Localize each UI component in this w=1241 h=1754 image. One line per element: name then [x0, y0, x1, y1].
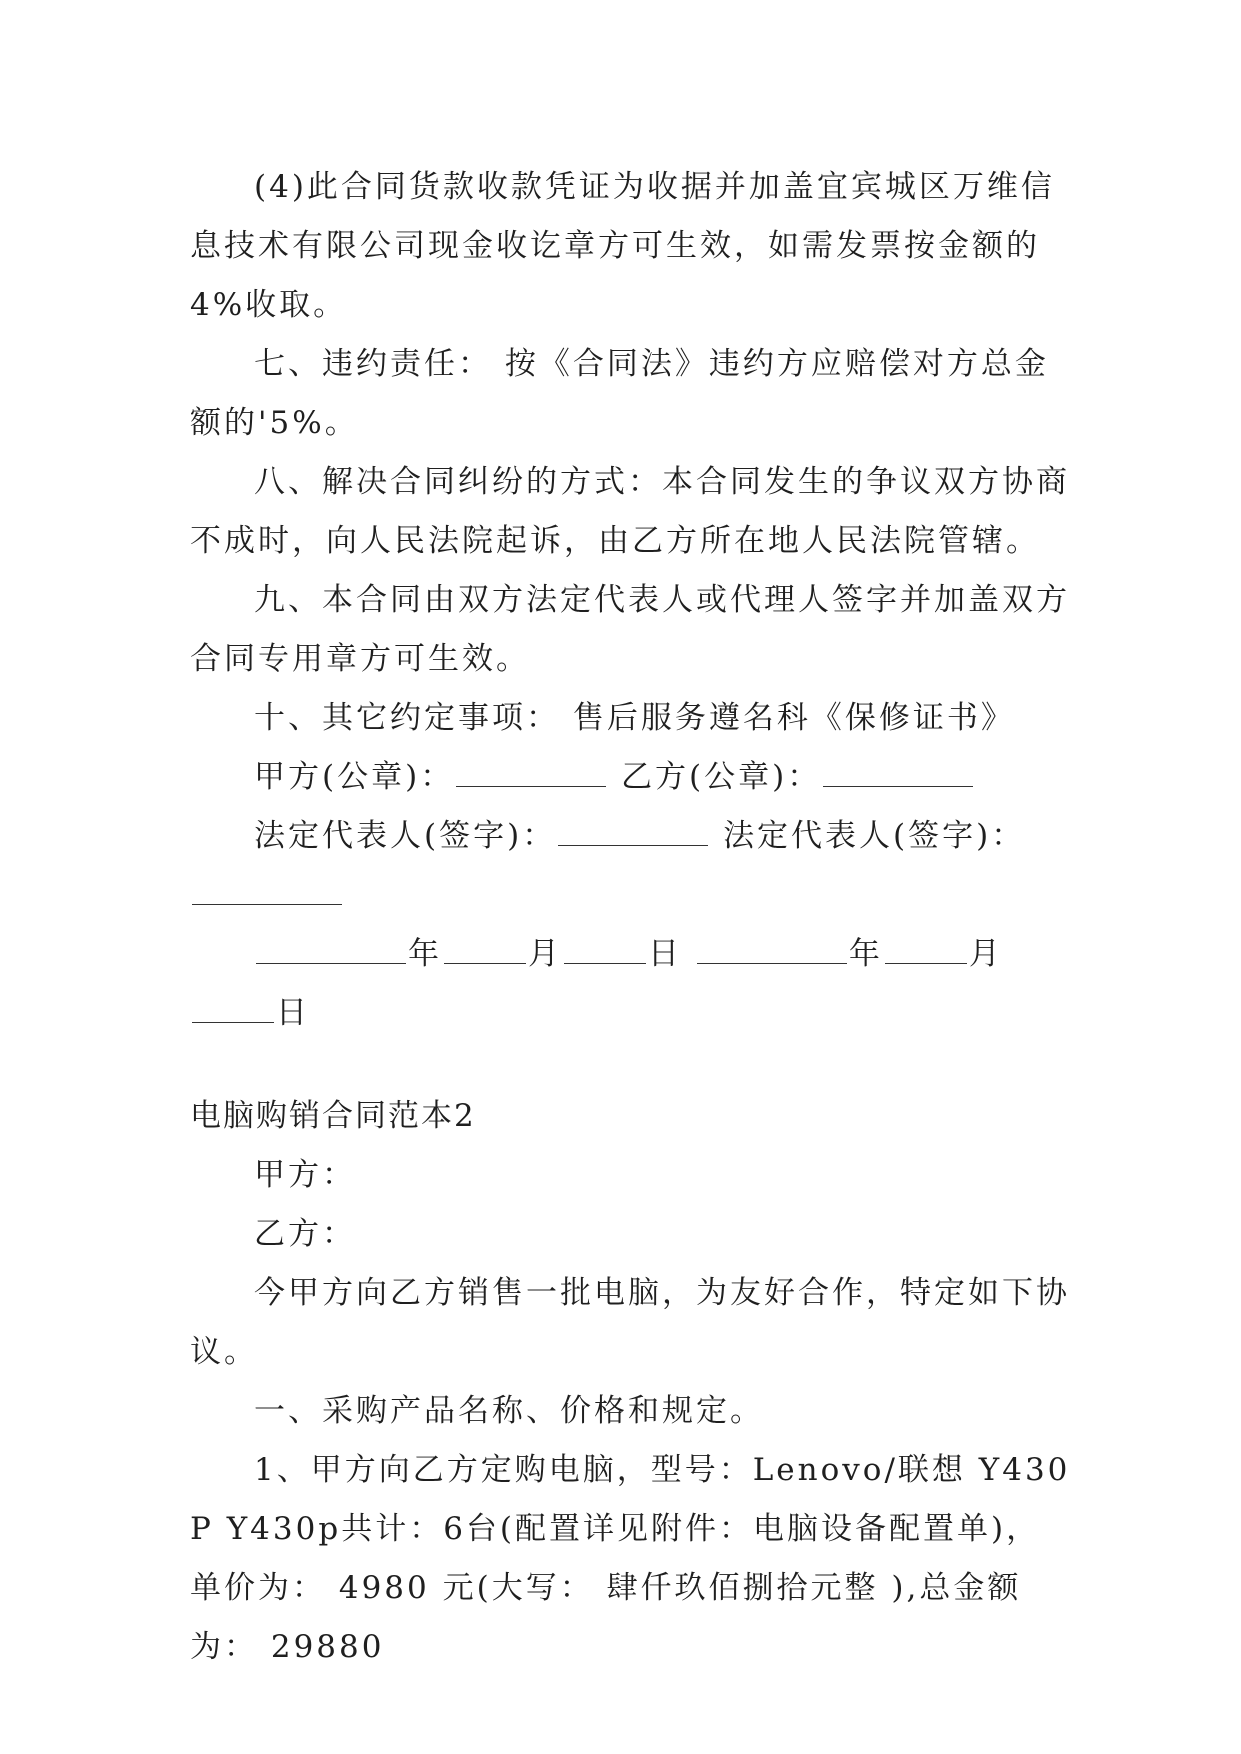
- date-b-month-label: 月: [968, 936, 1003, 972]
- section-title: 电脑购销合同范本2: [190, 1098, 476, 1134]
- paragraph-payment-voucher: (4)此合同货款收款凭证为收据并加盖宜宾城区万维信息技术有限公司现金收讫章方可生效，如需发票按金额的4%收取。: [190, 169, 1055, 323]
- party-b-seal-blank[interactable]: [823, 756, 973, 787]
- date-a-year-label: 年: [408, 936, 442, 972]
- date-a-month-blank[interactable]: [444, 933, 526, 964]
- date-b-month-blank[interactable]: [885, 933, 967, 964]
- party-a-seal-blank[interactable]: [456, 756, 606, 787]
- party-b-seal-label: 乙方(公章)：: [621, 759, 822, 795]
- date-b-year-label: 年: [848, 936, 883, 972]
- clause1-item1: 1、甲方向乙方定购电脑，型号：Lenovo/联想 Y430P Y430p共计：6台(配置详见附件：电脑设备配置单)，单价为： 4980 元(大写： 肆仟玖佰捌拾元整 ),总金额为： 29880: [190, 1452, 1071, 1665]
- party-a-seal-label: 甲方(公章)：: [254, 759, 455, 795]
- section-spacer: [190, 1043, 1072, 1087]
- paragraph-breach-liability: 七、违约责任： 按《合同法》违约方应赔偿对方总金额的'5%。: [190, 346, 1049, 441]
- seal-line: [190, 748, 1072, 807]
- date-a-year-blank[interactable]: [256, 933, 406, 964]
- date-a-day-label: 日: [648, 936, 682, 972]
- party-a-label: 甲方：: [254, 1157, 356, 1193]
- representative-line: [190, 807, 1072, 866]
- party-b-rep-blank-line: [190, 866, 1072, 925]
- date-b-day-blank[interactable]: [192, 992, 274, 1023]
- clause1-heading: 一、采购产品名称、价格和规定。: [254, 1393, 764, 1429]
- paragraph-intro: 今甲方向乙方销售一批电脑，为友好合作，特定如下协议。: [190, 1275, 1070, 1370]
- date-line: [190, 925, 1072, 1043]
- party-a-rep-label: 法定代表人(签字)：: [254, 818, 557, 854]
- paragraph-effectiveness: 九、本合同由双方法定代表人或代理人签字并加盖双方合同专用章方可生效。: [190, 582, 1070, 677]
- date-b-day-label: 日: [276, 995, 310, 1031]
- paragraph-dispute-resolution: 八、解决合同纠纷的方式：本合同发生的争议双方协商不成时，向人民法院起诉，由乙方所在地人民法院管辖。: [190, 464, 1070, 559]
- date-b-year-blank[interactable]: [697, 933, 847, 964]
- party-b-label: 乙方：: [254, 1216, 356, 1252]
- date-a-month-label: 月: [528, 936, 562, 972]
- document-body: [190, 158, 1072, 1677]
- party-a-rep-blank[interactable]: [558, 815, 708, 846]
- paragraph-other-matters: 十、其它约定事项： 售后服务遵名科《保修证书》: [254, 700, 1015, 736]
- party-b-rep-label: 法定代表人(签字)：: [723, 818, 1026, 854]
- party-b-rep-blank[interactable]: [192, 874, 342, 905]
- date-a-day-blank[interactable]: [564, 933, 646, 964]
